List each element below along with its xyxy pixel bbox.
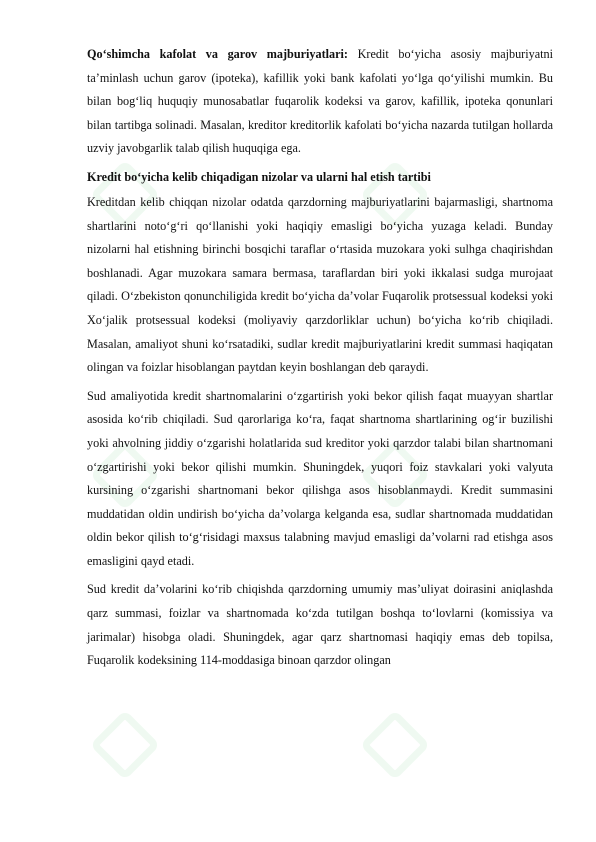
document-body	[87, 43, 553, 673]
paragraph-text: Kredit bo‘yicha asosiy majburiyatni ta’minlash uchun garov (ipoteka), kafillik yoki bank kafolati yo‘lga qo‘yilishi mumkin. Bu bilan bog‘liq huquqiy munosabatlar fuqarolik kodeksi va garov, kafillik, ipoteka qonunlari bilan tartibga solinadi. Masalan, kreditor kreditorlik kafolati bo‘yicha nazarda tutilgan hollarda uzviy javobgarlik talab qilish huquqiga ega.	[87, 47, 553, 156]
paragraph-court-practice: Sud amaliyotida kredit shartnomalarini o‘zgartirish yoki bekor qilish faqat muayyan shartlar asosida ko‘rib chiqiladi. Sud qarorlariga ko‘ra, faqat shartnoma shartlarining og‘ir buzilishi yoki ahvolning jiddiy o‘zgarishi holatlarida sud kreditor yoki qarzdor talabi bilan shartnomani o‘zgartirishi yoki bekor qilishi mumkin. Shuningdek, yuqori foiz stavkalari yoki valyuta kursining o‘zgarishi shartnomani bekor qilishga asos hisoblanmaydi. Kredit summasini muddatidan oldin undirish bo‘yicha da’volarga kelganda esa, sudlar shartnomada muddatidan oldin bekor qilish to‘g‘risidagi maxsus talabning mavjud emasligi da’volarni rad etishga asos emasligini qayd etadi.	[87, 388, 553, 568]
paragraph-lead: Qo‘shimcha kafolat va garov majburiyatlari:	[87, 47, 348, 61]
watermark-logo	[90, 700, 210, 820]
paragraph-liability: Sud kredit da’volarini ko‘rib chiqishda qarzdorning umumiy mas’uliyat doirasini aniqlashda qarz summasi, foizlar va shartnomada ko‘zda tutilgan boshqa to‘lovlarni (komissiya va jarimalar) hisobga oladi. Shuningdek, agar qarz shartnomasi haqiqiy emas deb topilsa, Fuqarolik kodeksining 114-moddasiga binoan qarzdor olingan	[87, 582, 553, 668]
paragraph-guarantees	[87, 43, 553, 161]
paragraph-disputes: Kreditdan kelib chiqqan nizolar odatda qarzdorning majburiyatlarini bajarmasligi, shartnoma shartlarini noto‘g‘ri qo‘llanishi yoki haqiqiy emasligi bo‘yicha yuzaga keladi. Bunday nizolarni hal etishning birinchi bosqichi taraflar o‘rtasida muzokara yoki sulhga chaqirishdan boshlanadi. Agar muzokara samara bermasa, taraflardan biri yoki ikkalasi sudga murojaat qiladi. O‘zbekiston qonunchiligida kredit bo‘yicha da’volar Fuqarolik protsessual kodeksi yoki Xo‘jalik protsessual kodeksi (moliyaviy qarzdorliklar uchun) bo‘yicha ko‘rib chiqiladi. Masalan, amaliyot shuni ko‘rsatadiki, sudlar kredit majburiyatlarini kredit summasi haqiqatan olingan va foizlar hisoblangan paytdan keyin boshlangan deb qaraydi.	[87, 194, 553, 375]
section-heading: Kredit bo‘yicha kelib chiqadigan nizolar va ularni hal etish tartibi	[87, 169, 431, 184]
watermark-logo	[360, 700, 480, 820]
